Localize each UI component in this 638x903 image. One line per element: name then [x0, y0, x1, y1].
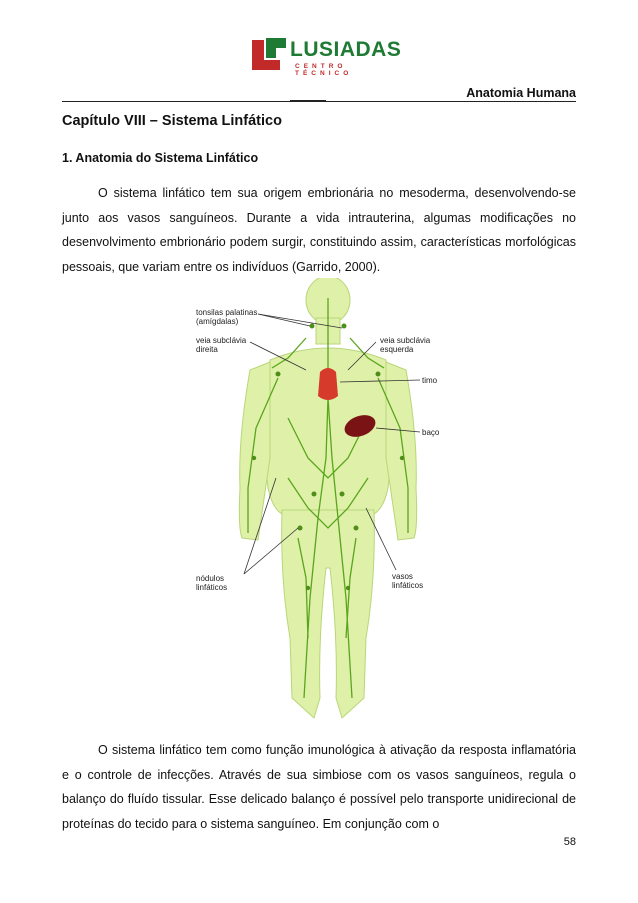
label-lymph-vessels: vasos linfáticos — [392, 572, 424, 590]
lymphatic-system-figure — [188, 278, 460, 724]
paragraph-2 — [62, 738, 576, 836]
label-left-subclavian: veia subclávia esquerda — [380, 336, 431, 354]
label-lymph-nodes: nódulos linfáticos — [196, 574, 228, 592]
label-spleen: baço — [422, 428, 440, 437]
label-thymus: timo — [422, 376, 438, 385]
paragraph-1 — [62, 181, 576, 279]
logo-text: LUSIADAS — [290, 38, 402, 61]
logo-subtext: CENTRO TÉCNICO — [295, 63, 353, 77]
section-title: 1. Anatomia do Sistema Linfático — [62, 151, 259, 165]
paragraph-2-text: O sistema linfático tem como função imunológica à ativação da resposta inflamatória e o controle de infecções. Através de sua simbiose com os vasos sanguíneos, regula o balanço do fluído tissular. Esse delicado balanço é possível pelo transporte unidirecional de proteínas do tecido para o sistema sanguíneo. Em conjunção com o — [62, 743, 576, 831]
label-right-subclavian: veia subclávia direita — [196, 336, 247, 354]
lusiadas-logo — [250, 36, 400, 76]
paragraph-1-text: O sistema linfático tem sua origem embrionária no mesoderma, desenvolvendo-se junto aos vasos sanguíneos. Durante a vida intrauterina, algumas modificações no desenvolvimento embrionário podem surgir, constituindo assim, características morfológicas pessoais, que variam entre os indivíduos (Garrido, 2000). — [62, 186, 576, 274]
label-tonsils: tonsilas palatinas (amígdalas) — [196, 308, 258, 326]
thymus-organ — [318, 368, 338, 400]
page-number: 58 — [563, 836, 576, 848]
header-divider-accent — [290, 100, 326, 102]
logo-mark-icon — [250, 36, 288, 74]
chapter-title: Capítulo VIII – Sistema Linfático — [62, 113, 282, 129]
header-title: Anatomia Humana — [466, 86, 576, 100]
